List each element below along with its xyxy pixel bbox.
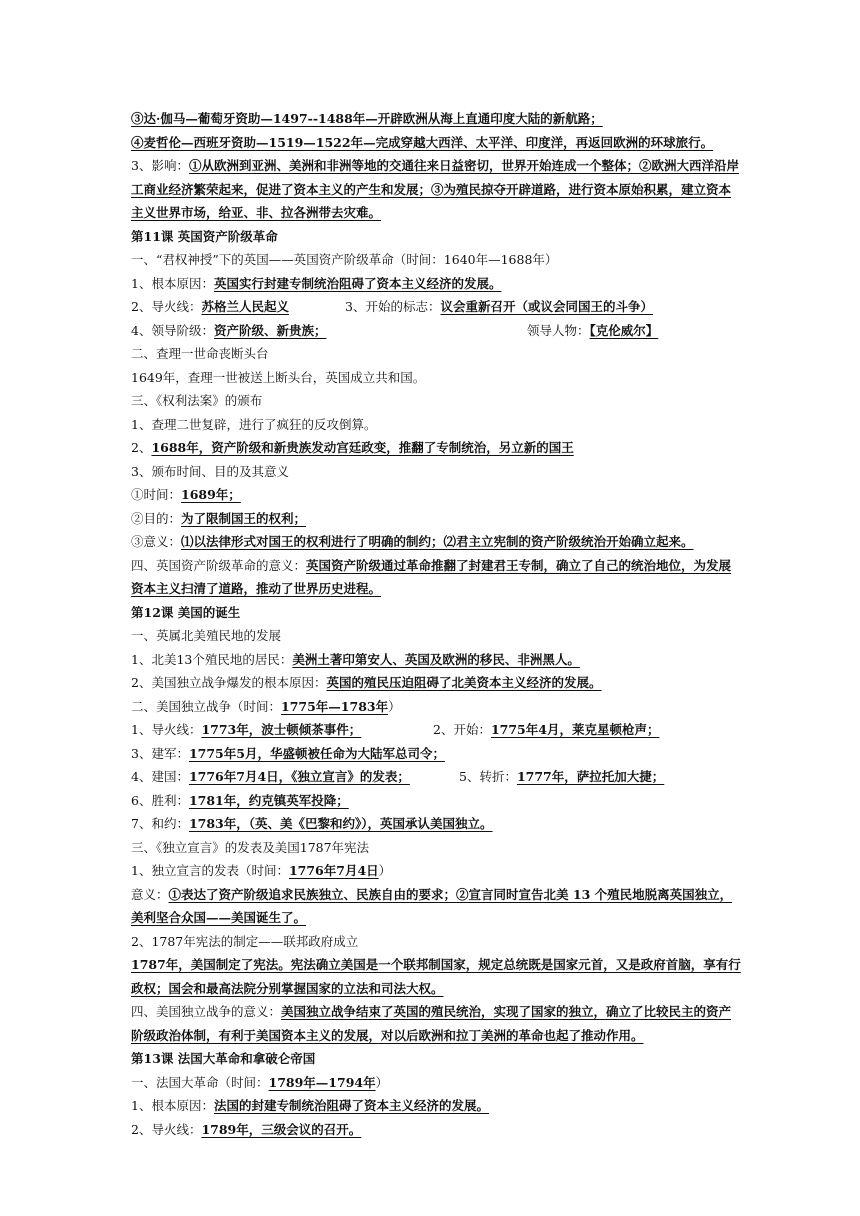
answer: 1773年，波士顿倾茶事件； xyxy=(201,722,362,737)
label: 1、北美13个殖民地的居民： xyxy=(131,651,293,667)
text-line: 3、颁布时间、目的及其意义 xyxy=(131,463,289,479)
label: 四、美国独立战争的意义： xyxy=(131,1004,282,1019)
text-line: 1649年，查理一世被送上断头台，英国成立共和国。 xyxy=(131,369,426,385)
label: 意义： xyxy=(131,886,169,902)
answer: 1777年，萨拉托加大捷； xyxy=(516,769,665,784)
label: 5、转折： xyxy=(459,769,517,784)
text-line xyxy=(131,859,741,883)
label: 一、法国大革命（时间： xyxy=(131,1074,269,1090)
label: 2、开始： xyxy=(433,722,491,737)
text-line: 1、查理二世复辟，进行了疯狂的反攻倒算。 xyxy=(131,416,377,432)
section-heading: 三、《权利法案》的颁布 xyxy=(131,393,263,408)
section-heading: 一、“君权神授”下的英国——英国资产阶级革命（时间：1640年—1688年） xyxy=(131,252,558,267)
text-line xyxy=(131,272,741,296)
label: 2、导火线： xyxy=(131,1121,202,1137)
text-line xyxy=(131,530,741,554)
text-paragraph xyxy=(131,154,741,225)
text-paragraph xyxy=(131,1000,741,1047)
answer: 为了限制国王的权利； xyxy=(181,510,307,526)
voyage-da-gama: ③达·伽马—葡萄牙资助—1497--1488年—开辟欧洲从海上直通印度大陆的新航路； xyxy=(131,111,603,126)
text-line xyxy=(131,295,741,319)
answer: 1775年4月，莱克星顿枪声； xyxy=(490,722,660,737)
text-line xyxy=(131,1118,741,1142)
section-heading: 二、查理一世命丧断头台 xyxy=(131,346,269,361)
answer: 1775年—1783年 xyxy=(281,698,389,714)
lesson-11-heading: 第11课 英国资产阶级革命 xyxy=(131,228,278,244)
label: 2、 xyxy=(131,440,152,455)
label: 四、英国资产阶级革命的意义： xyxy=(131,557,307,573)
answer: 1783年，（英、美《巴黎和约》），英国承认美国独立。 xyxy=(188,816,493,831)
answer: 【克伦威尔】 xyxy=(589,322,659,338)
answer: 英国的殖民压迫阻碍了北美资本主义经济的发展。 xyxy=(326,675,602,690)
lesson-12-heading: 第12课 美国的诞生 xyxy=(131,604,241,620)
answer: 议会重新召开（或议会同国王的斗争） xyxy=(440,299,653,314)
text-line xyxy=(131,1094,741,1118)
label: ①时间： xyxy=(131,487,182,502)
label: 1、根本原因： xyxy=(131,1098,214,1113)
text-line xyxy=(131,671,741,695)
answer: 1776年7月4日 xyxy=(288,863,379,878)
answer: 1775年5月，华盛顿被任命为大陆军总司令； xyxy=(188,745,445,761)
text-line: 2、1787年宪法的制定——联邦政府成立 xyxy=(131,933,359,949)
answer: 资产阶级、新贵族； xyxy=(213,322,327,338)
label: ③意义： xyxy=(131,534,182,549)
leader-group xyxy=(527,319,658,343)
answer: 英国资产阶级通过革命推翻了封建君王专制，确立了自己的统治地位，为发展资本主义扫清了道路，推动了世界历史进程。 xyxy=(131,557,732,596)
label: 1、根本原因： xyxy=(131,275,214,291)
text-paragraph xyxy=(131,883,741,930)
label: 1、导火线： xyxy=(131,722,202,737)
label: 3、影响： xyxy=(131,158,189,173)
turning-group xyxy=(459,765,664,789)
label: 4、领导阶级： xyxy=(131,322,214,338)
answer: 法国的封建专制统治阻碍了资本主义经济的发展。 xyxy=(213,1098,489,1113)
label: 二、美国独立战争（时间： xyxy=(131,698,282,714)
answer: 1789年—1794年 xyxy=(268,1074,376,1090)
label: 领导人物： xyxy=(527,322,590,338)
answer: 1776年7月4日，《独立宣言》的发表； xyxy=(188,769,410,784)
label-start xyxy=(345,295,653,319)
label: 6、胜利： xyxy=(131,792,189,808)
text-line xyxy=(131,742,741,766)
text-line xyxy=(131,812,741,836)
answer: ①从欧洲到亚洲、美洲和非洲等地的交通往来日益密切，世界开始连成一个整体；②欧洲大西洋沿岸工商业经济繁荣起来，促进了资本主义的产生和发展；③为殖民掠夺开辟道路，进行资本原始积累，建立资本主义世界市场，给亚、非、拉各洲带去灾难。 xyxy=(131,158,739,220)
label: 2、导火线： xyxy=(131,299,202,314)
text-line xyxy=(131,131,741,155)
text-line xyxy=(131,483,741,507)
answer: 1789年，三级会议的召开。 xyxy=(201,1121,362,1137)
text-line xyxy=(131,648,741,672)
document-page xyxy=(131,107,741,1141)
section-heading: 三、《独立宣言》的发表及美国1787年宪法 xyxy=(131,839,370,855)
label: ） xyxy=(375,1074,389,1090)
text-paragraph xyxy=(131,554,741,601)
label: 3、开始的标志： xyxy=(345,299,441,314)
section-heading xyxy=(131,695,741,719)
answer: 美国独立战争结束了英国的殖民统治，实现了国家的独立，确立了比较民主的资产阶级政治体制，有利于美国资本主义的发展，对以后欧洲和拉丁美洲的革命也起了推动作用。 xyxy=(131,1004,732,1043)
text-line xyxy=(131,319,741,343)
text-line xyxy=(131,507,741,531)
label: 3、建军： xyxy=(131,745,189,761)
answer: 1689年； xyxy=(181,487,241,502)
lesson-13-heading: 第13课 法国大革命和拿破仑帝国 xyxy=(131,1051,316,1066)
label: ②目的： xyxy=(131,510,182,526)
answer: 苏格兰人民起义 xyxy=(201,299,289,314)
text-line xyxy=(131,107,741,131)
text-line xyxy=(131,436,741,460)
section-heading: 一、英属北美殖民地的发展 xyxy=(131,628,282,643)
label: 1、独立宣言的发表（时间： xyxy=(131,863,289,878)
text-line xyxy=(131,765,741,789)
text-line xyxy=(131,718,741,742)
section-heading xyxy=(131,1071,741,1095)
voyage-magellan: ④麦哲伦—西班牙资助—1519—1522年—完成穿越大西洋、太平洋、印度洋，再返回欧洲的环球旅行。 xyxy=(131,134,714,150)
label: 7、和约： xyxy=(131,816,189,831)
answer: ①表达了资产阶级追求民族独立、民族自由的要求；②宣言同时宣告北美 13 个殖民地脱离英国独立，美利坚合众国——美国诞生了。 xyxy=(131,886,733,925)
answer: 1781年，约克镇英军投降； xyxy=(188,792,349,808)
label: 4、建国： xyxy=(131,769,189,784)
answer: ⑴以法律形式对国王的权利进行了明确的制约；⑵君主立宪制的资产阶级统治开始确立起来。 xyxy=(181,534,694,549)
start-group xyxy=(433,718,659,742)
text-line xyxy=(131,789,741,813)
answer: 英国实行封建专制统治阻碍了资本主义经济的发展。 xyxy=(213,275,502,291)
label: ） xyxy=(378,863,392,878)
label: ） xyxy=(388,698,401,714)
answer: 1688年，资产阶级和新贵族发动宫廷政变，推翻了专制统治，另立新的国王 xyxy=(151,440,574,455)
text-paragraph: 1787年，美国制定了宪法。宪法确立美国是一个联邦制国家，规定总统既是国家元首，又是政府首脑，享有行政权；国会和最高法院分别掌握国家的立法和司法大权。 xyxy=(131,957,741,996)
label: 2、美国独立战争爆发的根本原因： xyxy=(131,675,327,690)
answer: 美洲土著印第安人、英国及欧洲的移民、非洲黑人。 xyxy=(292,651,580,667)
